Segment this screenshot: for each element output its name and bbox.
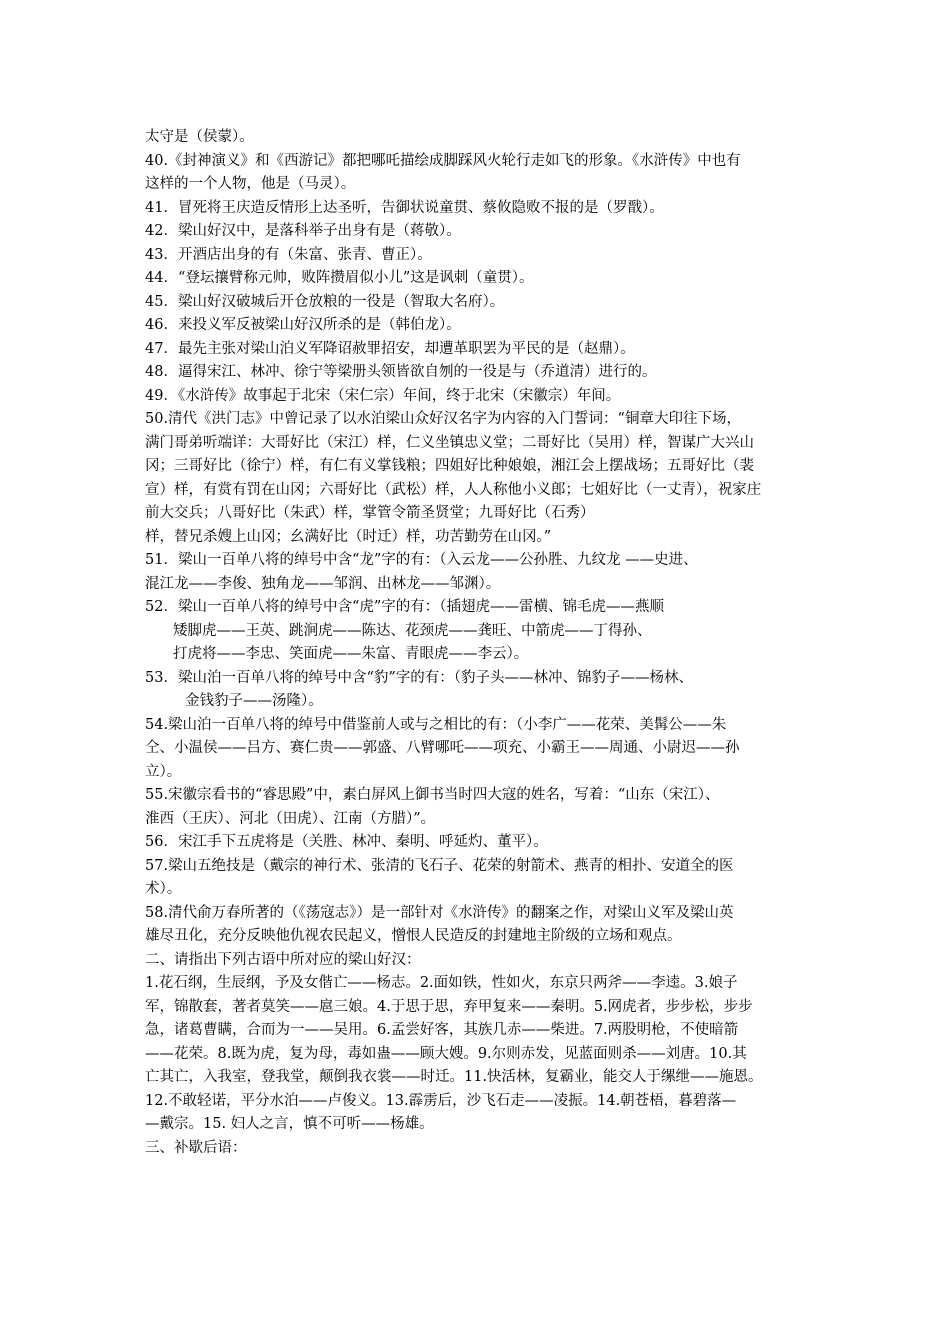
text-line: 冈；三哥好比（徐宁）样，有仁有义掌钱粮；四姐好比种娘娘，湘江会上摆战场；五哥好比（裴 xyxy=(145,458,754,474)
text-line: 淮西（王庆）、河北（田虎）、江南（方腊）”。 xyxy=(145,810,436,827)
text-line: 52．梁山一百单八将的绰号中含“虎”字的有：（插翅虎——雷横、锦毛虎——燕顺 xyxy=(145,599,665,615)
text-line: 51．梁山一百单八将的绰号中含“龙”字的有：（入云龙——公孙胜、九纹龙 ——史进、 xyxy=(145,552,698,568)
text-line: 打虎将——李忠、笑面虎——朱富、青眼虎——李云）。 xyxy=(173,646,529,662)
text-line: 50.清代《洪门志》中曾记录了以水泊梁山众好汉名字为内容的入门誓词：“铜章大印往下场， xyxy=(145,411,741,427)
text-line: 56．宋江手下五虎将是（关胜、林冲、秦明、呼延灼、董平）。 xyxy=(145,834,548,850)
text-line: 宣）样，有赏有罚在山冈；六哥好比（武松）样，人人称他小义郎；七姐好比（一丈青），祝家庄 xyxy=(145,481,762,498)
text-line: 混江龙——李俊、独角龙——邹润、出林龙——邹渊）。 xyxy=(145,575,501,592)
text-line: 前大交兵；八哥好比（朱武）样，掌管令箭圣贤堂；九哥好比（石秀） xyxy=(145,505,595,521)
text-line: 仝、小温侯——吕方、赛仁贵——郭盛、八臂哪吒——项充、小霸王——周通、小尉迟——孙 xyxy=(145,740,740,756)
text-line: 太守是（侯蒙）。 xyxy=(145,129,254,145)
section-heading: 三、补歇后语： xyxy=(145,1139,247,1156)
text-line: 41．冒死将王庆造反情形上达圣听，告御状说童贯、蔡攸隐败不报的是（罗戬）。 xyxy=(145,199,664,216)
text-line: 58.清代俞万春所著的（《荡寇志》）是一部针对《水浒传》的翻案之作，对梁山义军及梁山英 xyxy=(145,904,734,921)
text-line: 42．梁山好汉中，是落科举子出身有是（蒋敬）。 xyxy=(145,223,461,239)
text-line: ——花荣。8.既为虎，复为母，毒如蛊——顾大嫂。9.尔则赤发，见蓝面则杀——刘唐。10.其 xyxy=(145,1045,747,1062)
document-page xyxy=(145,126,825,1160)
text-line: 46．来投义军反被梁山好汉所杀的是（韩伯龙）。 xyxy=(145,317,461,333)
text-line: 47．最先主张对梁山泊义军降诏赦罪招安，却遭革职罢为平民的是（赵鼎）。 xyxy=(145,340,635,357)
section-heading: 二、请指出下列古语中所对应的梁山好汉： xyxy=(145,951,421,968)
text-line: 44．“登坛攘臂称元帅，败阵攒眉似小儿”这是讽刺（童贯）。 xyxy=(145,270,534,286)
text-line: 1.花石纲，生辰纲，予及女偕亡——杨志。2.面如铁，性如火，东京只两斧——李逵。3.娘子 xyxy=(145,975,738,991)
text-line: 雄尽丑化，充分反映他仇视农民起义，憎恨人民造反的封建地主阶级的立场和观点。 xyxy=(145,928,682,944)
text-line: 45．梁山好汉破城后开仓放粮的一役是（智取大名府）。 xyxy=(145,293,505,310)
text-line: 43．开酒店出身的有（朱富、张青、曹正）。 xyxy=(145,246,432,263)
text-line: 这样的一个人物，他是（马灵）。 xyxy=(145,176,356,192)
text-line: 54.梁山泊一百单八将的绰号中借鉴前人或与之相比的有：（小李广——花荣、美髯公——朱 xyxy=(145,716,727,733)
text-line: 样，替兄杀嫂上山冈；幺满好比（时迁）样，功苦勤劳在山冈。” xyxy=(145,528,552,545)
text-line: 军，锦散套，著者莫笑——扈三娘。4.于思于思，弃甲复来——秦明。5.网虎者，步步松，步步 xyxy=(145,998,753,1015)
text-line: 术）。 xyxy=(145,881,182,897)
text-line: 49．《水浒传》故事起于北宋（宋仁宗）年间，终于北宋（宋徽宗）年间。 xyxy=(145,387,621,404)
text-line: 12.不敢轻诺，平分水泊——卢俊义。13.霹雳后，沙飞石走——凌振。14.朝苍梧，暮碧落— xyxy=(145,1092,737,1109)
text-line: 矮脚虎——王英、跳涧虎——陈达、花颈虎——龚旺、中箭虎——丁得孙、 xyxy=(173,622,652,639)
text-line: 48．逼得宋江、林冲、徐宁等梁册头领皆欲自刎的一役是与（乔道清）进行的。 xyxy=(145,364,657,380)
text-line: 金钱豹子——汤隆）。 xyxy=(185,693,323,709)
text-line: —戴宗。15. 妇人之言，慎不可听——杨雄。 xyxy=(145,1116,434,1132)
text-line: 53．梁山泊一百单八将的绰号中含“豹”字的有：（豹子头——林冲、锦豹子——杨林、 xyxy=(145,669,694,686)
text-line: 急，诸葛曹瞒，合而为一——吴用。6.孟尝好客，其族几赤——柴进。7.两股明枪，不使暗箭 xyxy=(145,1022,739,1038)
text-line: 亡其亡，入我室，登我堂，颠倒我衣裳——时迁。11.快活林，复霸业，能交人于缧绁——施恩。 xyxy=(145,1069,763,1085)
text-line: 满门哥弟听端详：大哥好比（宋江）样，仁义坐镇忠义堂；二哥好比（吴用）样，智谋广大兴山 xyxy=(145,434,754,451)
text-line: 40.《封神演义》和《西游记》都把哪吒描绘成脚踩风火轮行走如飞的形象。《水浒传》中也有 xyxy=(145,152,741,169)
text-line: 57.梁山五绝技是（戴宗的神行术、张清的飞石子、花荣的射箭术、燕青的相扑、安道全的医 xyxy=(145,857,734,874)
text-line: 立）。 xyxy=(145,763,182,780)
text-line: 55.宋徽宗看书的“睿思殿”中，素白屏风上御书当时四大寇的姓名，写着：“山东（宋江）、 xyxy=(145,787,720,803)
